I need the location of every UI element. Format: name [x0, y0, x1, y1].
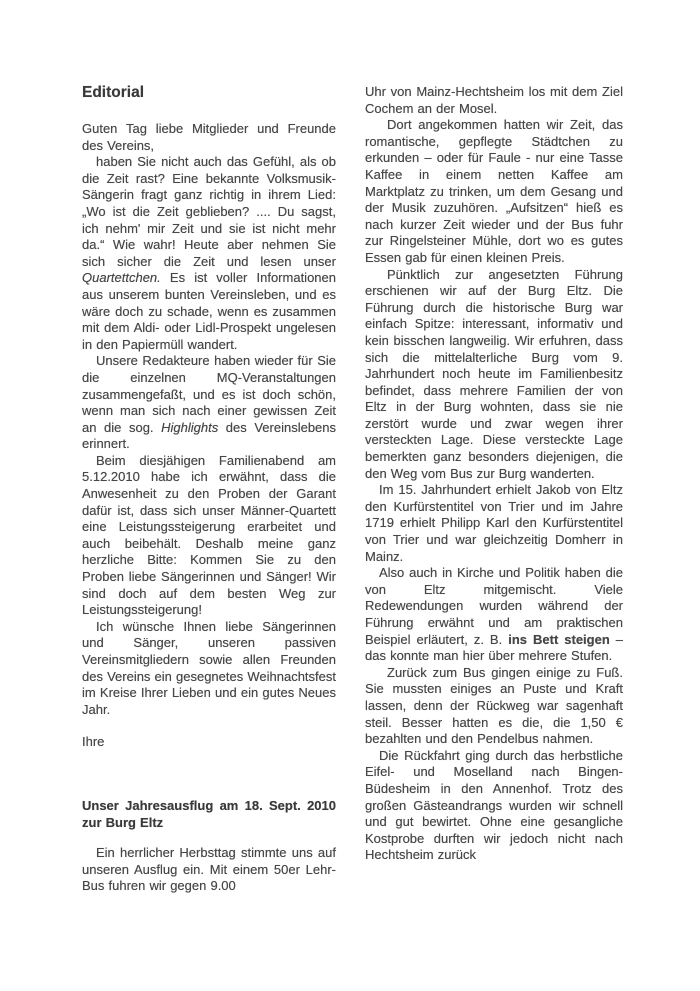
text-run: des Vereinslebens erinnert.: [82, 419, 337, 452]
paragraph-familienabend: [82, 453, 336, 619]
text-run: Dort angekommen hatten wir Zeit, das romantische, gepflegte Städtchen zu erkunden – oder für Faule - nur eine Tasse Kaffee in einem netten Kaffee am Marktplatz zu trinken, um dem Gesang und der Musik zuzuhören. „Aufsitzen“ hieß es nach kurzer Zeit wieder und der Bus fuhr zur Ringelsteiner Mühle, dort wo es gutes Essen gab für einen kleinen Preis.: [365, 117, 623, 265]
emphasized-text: Quartettchen.: [82, 270, 161, 286]
paragraph-kurfuerst: [365, 482, 623, 565]
text-run: Ein herrlicher Herbsttag stimmte uns auf unseren Ausflug ein. Mit einem 50er Lehr-Bus fuhren wir gegen 9.00: [82, 845, 336, 894]
text-run: Im 15. Jahrhundert erhielt Jakob von Eltz den Kurfürstentitel von Trier und im Jahre 1719 erhielt Philipp Karl den Kurfürstentitel von Trier und war gleichzeitig Domherr in Mainz.: [365, 482, 623, 564]
editorial-heading: [82, 84, 336, 102]
paragraph-cochem: [365, 117, 623, 266]
text-run: Unsere Redakteure haben wieder für Sie die einzelnen MQ-Veranstaltungen zusammengefaßt, und es ist doch schön, wenn man sich nach einer gewissen Zeit an die sog.: [82, 353, 336, 435]
text-run: Editorial: [82, 84, 145, 101]
text-run: Die Rückfahrt ging durch das herbstliche Eifel- und Moselland nach Bingen-Büdesheim in den Annenhof. Trotz des großen Gästeandrangs wurden wir schnell und gut bewirtet. Ohne eine gesangliche Kostprobe durften wir jedoch nicht nach Hechtsheim zurück: [365, 747, 623, 863]
right-column: [365, 84, 623, 864]
text-run: Es ist voller Informationen aus unserem bunten Vereinsleben, und es wäre doch zu schade, wenn es zusammen mit dem Aldi- oder Lidl-Prospekt ungelesen in den Papiermüll wandert.: [82, 270, 336, 352]
paragraph-wuensche: [82, 619, 336, 719]
text-run: Uhr von Mainz-Hechtsheim los mit dem Ziel Cochem an der Mosel.: [365, 84, 623, 116]
text-run: Also auch in Kirche und Politik haben die von Eltz mitgemischt. Viele Redewendungen wurden während der Führung erwähnt und am praktischen Beispiel erläutert, z. B.: [365, 565, 623, 647]
emphasized-text: Highlights: [161, 419, 219, 435]
paragraph-rueckweg: [365, 665, 623, 748]
salutation-paragraph: [82, 121, 336, 154]
text-run: Ich wünsche Ihnen liebe Sängerinnen und Sänger, unseren passiven Vereinsmitgliedern sowie allen Freunden des Vereins ein gesegnetes Weihnachtsfest im Kreise Ihrer Lieben und ein gutes Neues Jahr.: [82, 618, 336, 717]
paragraph-redakteure: [82, 353, 336, 453]
paragraph-herbsttag: [82, 845, 336, 895]
text-run: Guten Tag liebe Mitglieder und Freunde des Vereins,: [82, 121, 336, 153]
text-run: – das konnte man hier über mehrere Stufen.: [365, 631, 624, 664]
paragraph-rueckfahrt: [365, 748, 623, 864]
paragraph-fuehrung: [365, 267, 623, 483]
paragraph-redewendungen: [365, 565, 623, 665]
paragraph-abfahrt: [365, 84, 623, 117]
signature-line: [82, 734, 336, 751]
text-run: Zurück zum Bus gingen einige zu Fuß. Sie mussten einiges an Puste und Kraft lassen, denn der Rückweg war sagenhaft steil. Besser hatten es die, die 1,50 € bezahlten und den Pendelbus nahmen.: [365, 664, 623, 747]
text-run: Unser Jahresausflug am 18. Sept. 2010 zur Burg Eltz: [82, 797, 336, 830]
article-heading-jahresausflug: [82, 798, 336, 831]
text-run: Ihre: [82, 734, 105, 750]
left-column: [82, 84, 336, 895]
text-run: Beim diesjähigen Familienabend am 5.12.2010 habe ich erwähnt, dass die Anwesenheit zu den Proben der Garant dafür ist, dass sich unser Männer-Quartett eine Leistungssteigerung erarbeitet und auch beibehält. Deshalb meine ganz herzliche Bitte: Kommen Sie zu den Proben liebe Sängerinnen und Sänger! Wir sind doch auf dem besten Weg zur Leistungssteigerung!: [82, 452, 336, 618]
emphasized-text: ins Bett steigen: [508, 631, 610, 647]
text-run: Pünktlich zur angesetzten Führung erschienen wir auf der Burg Eltz. Die Führung durch die historische Burg war einfach Spitze: interessant, informativ und kein bisschen langweilig. Wir erfuhren, dass sich die mittelalterliche Burg vom 9. Jahrhundert noch heute im Familienbesitz befindet, dass mehrere Familien der von Eltz in der Burg wohnten, dass sie nie zerstört wurde und zwar wegen ihrer versteckten Lage. Diese versteckte Lage bemerkten ganz besonders diejenigen, die den Weg vom Bus zur Burg wanderten.: [365, 266, 623, 481]
text-run: haben Sie nicht auch das Gefühl, als ob die Zeit rast? Eine bekannte Volksmusik-Sängerin fragt ganz richtig in ihrem Lied: „Wo ist die Zeit geblieben? .... Du sagst, ich nehm' mir Zeit und sie ist nicht mehr da.“ Wie wahr! Heute aber nehmen Sie sich sicher die Zeit und lesen unser: [82, 154, 336, 269]
paragraph-zeit: [82, 154, 336, 353]
